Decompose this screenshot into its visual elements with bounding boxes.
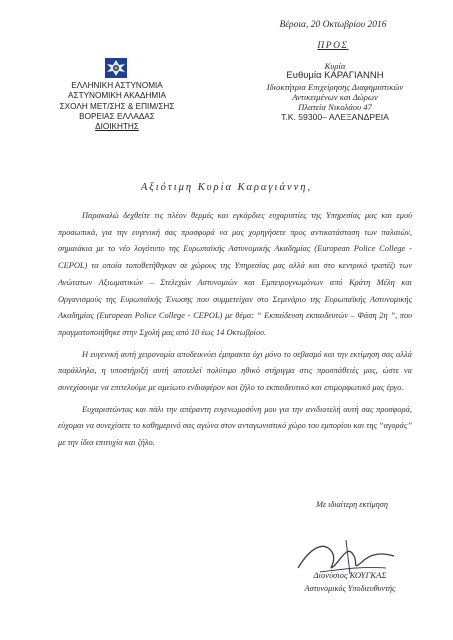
closing-phrase: Με ιδιαίτερη εκτίμηση <box>316 500 388 509</box>
recipient-line: Αντικειμένων και Δώρων <box>292 91 378 102</box>
salutation: Αξιότιμη Κυρία Καραγιάννη, <box>140 182 313 193</box>
body-paragraph: Ευχαριστώντας και πάλι την απέραντη ευγενωμοσύνη μου για την ανιδιοτελή αυτή σας προσφορά, εύχομαι να συνεχίσετε το καθημερινό σας αγώνα στον ανταγωνιστικό χώρο του εμπορίου και της “αγοράς” με την ίδια επιτυχία και ζήλο. <box>58 404 412 448</box>
org-line: ΕΛΛΗΝΙΚΗ ΑΣΤΥΝΟΜΙΑ <box>71 81 163 90</box>
recipient-line: Ιδιοκτήτρια Επιχείρησης Διαφημιστικών <box>266 81 404 92</box>
body-paragraph: Η ευγενική αυτή χειρονομία αποδεικνύει έμπρακτα όχι μόνο το σεβασμό και την εκτίμηση σας αλλά παράλληλα, η υποστήριξή αυτή αποτελεί πολύτιμο ηθικό στήριγμα στις προσπάθειές μας, ώστε να συνεχίσουμε να επιτελούμε με αμείωτο ενδιαφέρον και ζήλο το εκπαιδευτικό και επιμορφωτικό μας έργο. <box>58 349 412 393</box>
recipient-postcode: Τ.Κ. 59300– ΑΛΕΞΑΝΔΡΕΙΑ <box>281 112 389 123</box>
org-line: ΑΣΤΥΝΟΜΙΚΗ ΑΚΑΔΗΜΙΑ <box>68 91 166 101</box>
org-line: ΒΟΡΕΙΑΣ ΕΛΛΑΔΑΣ <box>79 111 155 121</box>
signatory-rank: Αστυνομικός Υποδιευθυντής <box>304 584 396 593</box>
letter-body <box>58 208 412 457</box>
org-line: ΣΧΟΛΗ ΜΕΤ/ΣΗΣ & ΕΠΙΜ/ΣΗΣ <box>59 101 175 111</box>
to-label: ΠΡΟΣ <box>317 41 349 51</box>
recipient-line: Πλατεία Νικολάου 47 <box>298 102 372 113</box>
director-label: ΔΙΟΙΚΗΤΗΣ <box>95 122 139 132</box>
recipient-name: Ευθυμία ΚΑΡΑΓΙΑΝΝΗ <box>286 70 384 82</box>
police-emblem-icon <box>104 57 128 79</box>
letter-date: Βέροια, 20 Οκτωβρίου 2016 <box>279 20 387 30</box>
recipient-title: Κυρία <box>324 61 346 71</box>
recipient-address <box>230 61 440 123</box>
signatory-name: Διονύσιος ΚΟΥΓΚΑΣ <box>313 570 387 580</box>
organization-header <box>42 81 192 132</box>
body-paragraph: Παρακαλώ δεχθείτε τις πλέον θερμές και εγκάρδιες ευχαριστίες της Υπηρεσίας μας και εμού προσωπικά, για την ευγενική σας προσφορά να μας χορηγήσετε προς αντικατάσταση των παλαιών, σημαιάκια με το νέο λογότυπο της Ευρωπαϊκής Αστυνομικής Ακαδημίας (European Police College - CEPOL) τα οποία τοποθετήθηκαν σε χώρους της Υπηρεσίας μας αλλά και στο κεντρικό τραπέζι των Ανώτατων Αξιωματικών – Στελεχών Αστυνομιών και Εμπειρογνωμόνων από Κράτη Μέλη και Οργανισμούς της Ευρωπαϊκής Ένωσης που συμμετείχαν στο Σεμινάριο της Ευρωπαϊκής Αστυνομικής Ακαδημίας (European Police College - CEPOL) με θέμα: “ Εκπαίδευση εκπαιδευτών – Φάση 2η ”, που πραγματοποιήθηκε στην Σχολή μας από 10 έως 14 Οκτωβρίου. <box>58 211 412 337</box>
